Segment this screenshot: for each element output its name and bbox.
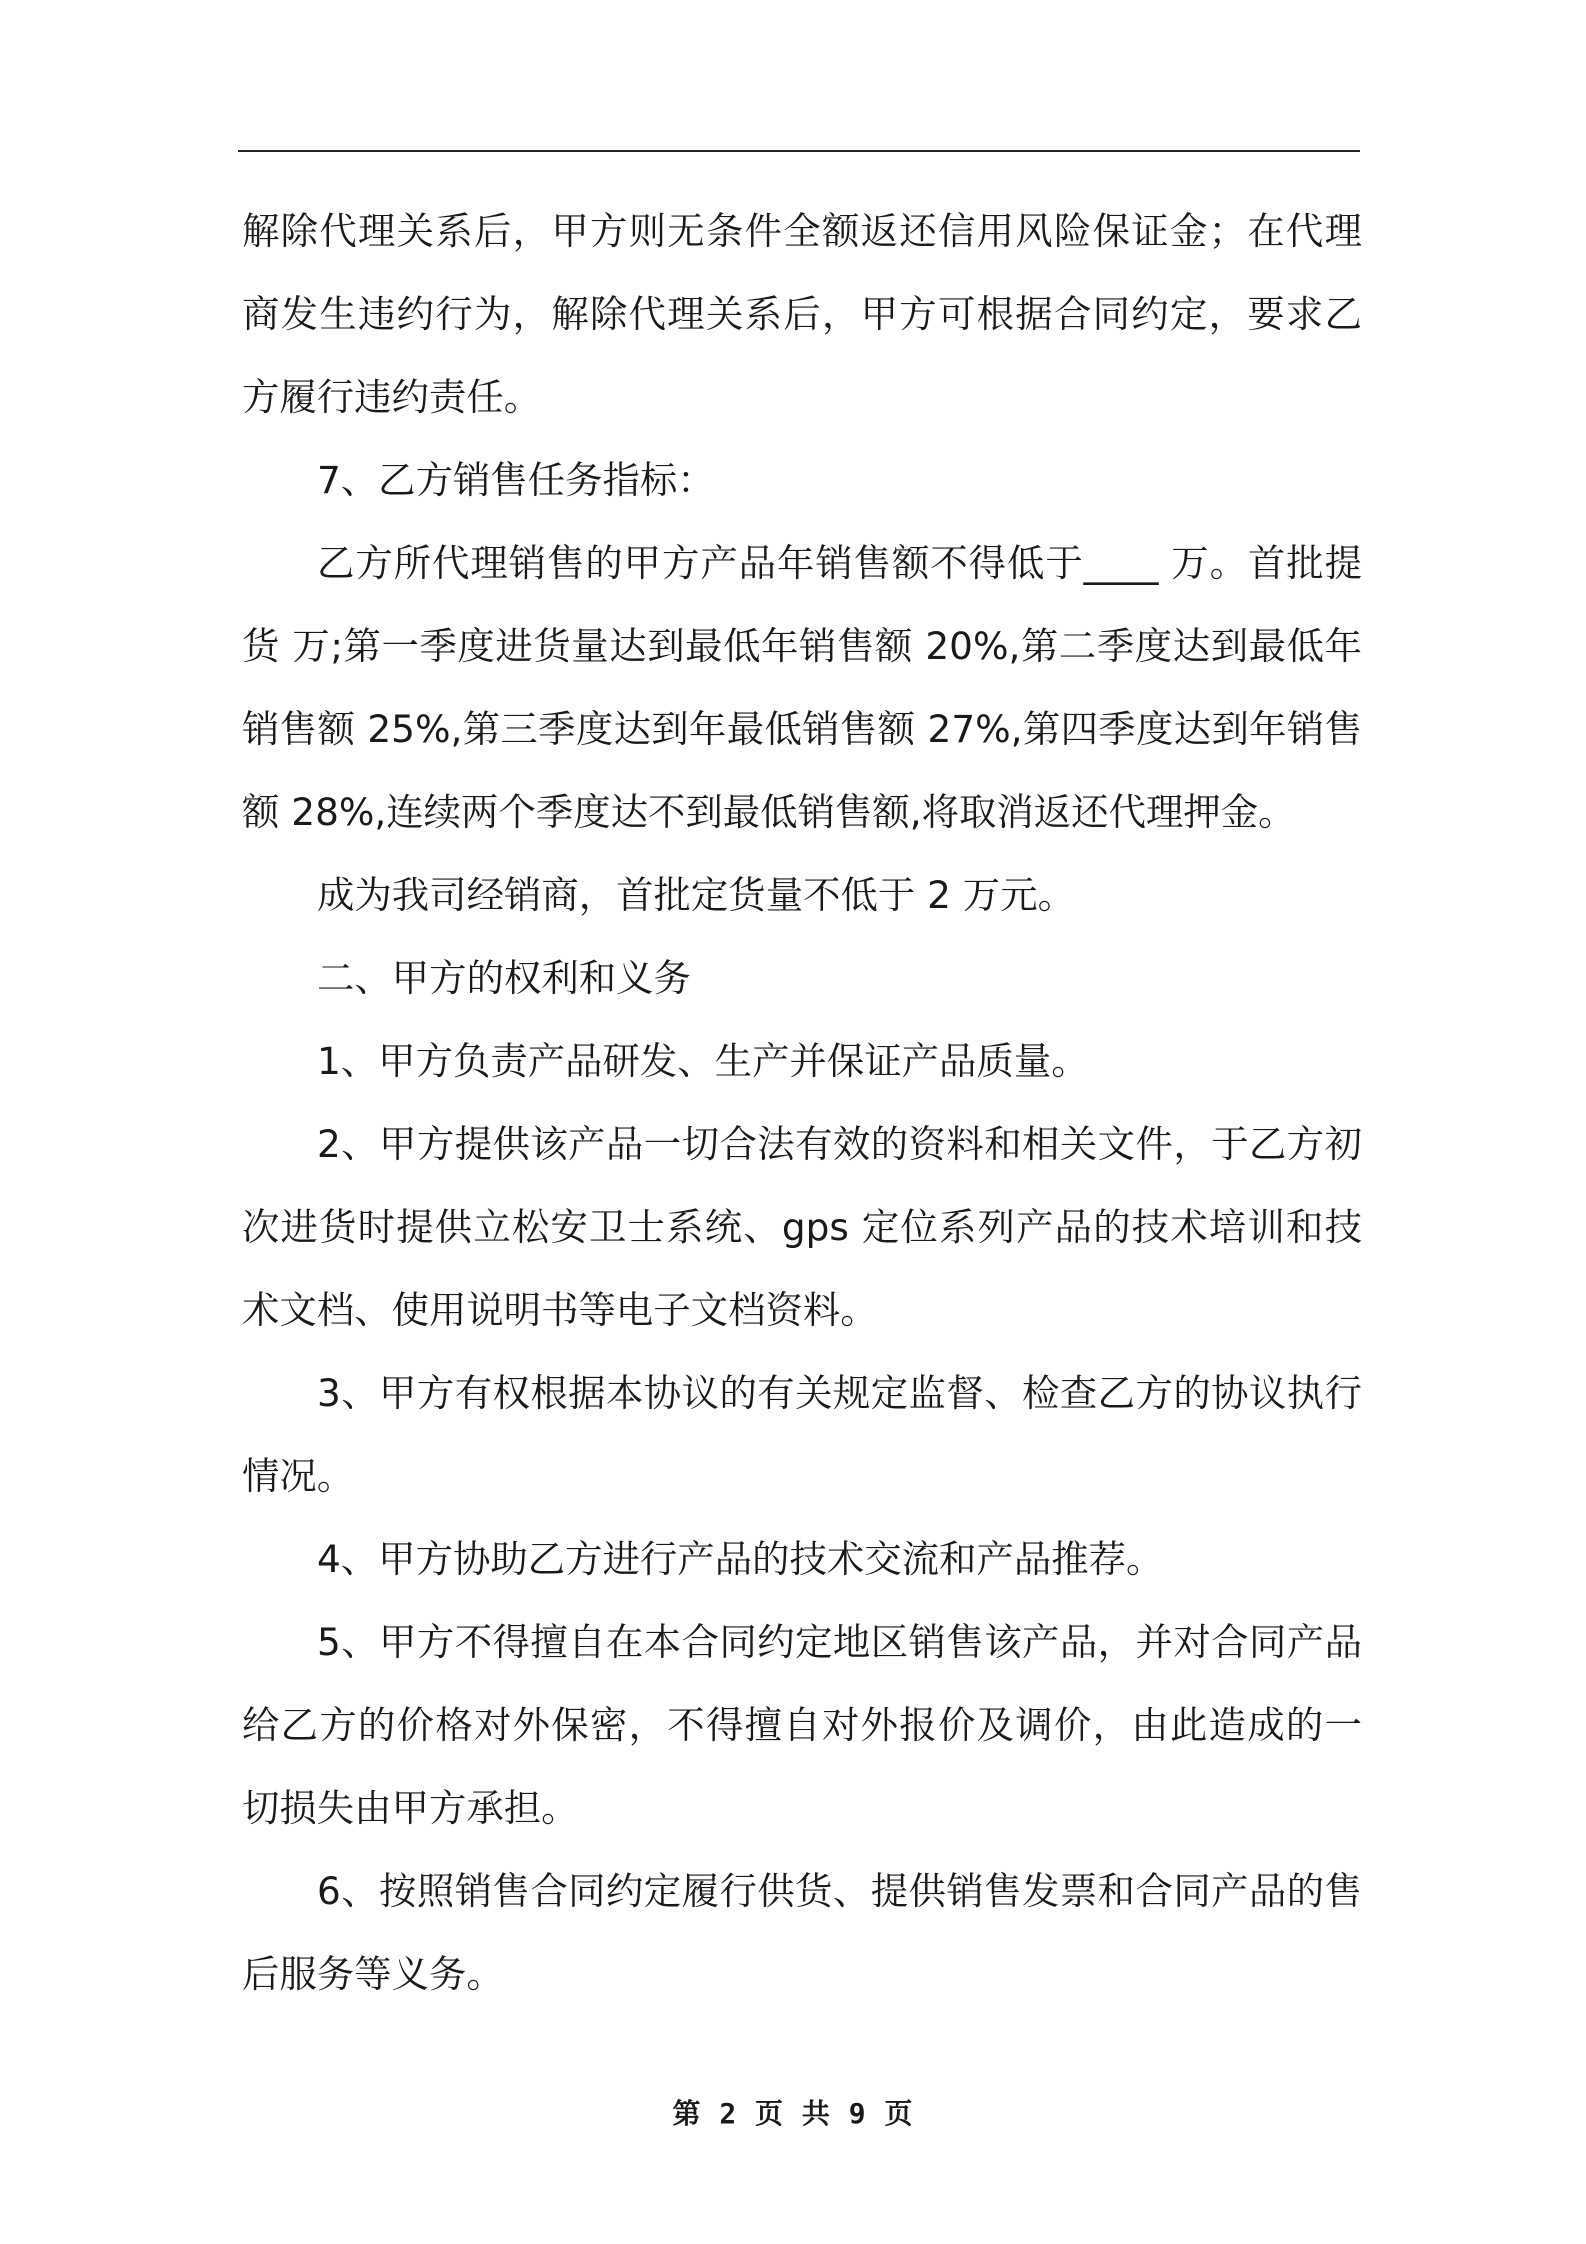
paragraph-first-order: 成为我司经销商，首批定货量不低于 2 万元。 [317,873,1075,917]
page-number-footer: 第 2 页 共 9 页 [672,2097,914,2130]
header-rule [238,150,1360,152]
paragraph-item-7: 7、乙方销售任务指标： [317,458,715,502]
section-heading-party-a-rights: 二、甲方的权利和义务 [317,956,691,1000]
paragraph-continuation: 解除代理关系后，甲方则无条件全额返还信用风险保证金；在代理商发生违约行为，解除代理关系后，甲方可根据合同约定，要求乙方履行违约责任。 [242,209,1362,419]
paragraph-item-3: 3、甲方有权根据本协议的有关规定监督、检查乙方的协议执行情况。 [242,1371,1362,1498]
document-body [242,190,1362,2016]
paragraph-item-2: 2、甲方提供该产品一切合法有效的资料和相关文件，于乙方初次进货时提供立松安卫士系统、gps 定位系列产品的技术培训和技术文档、使用说明书等电子文档资料。 [242,1122,1362,1332]
paragraph-item-6: 6、按照销售合同约定履行供货、提供销售发票和合同产品的售后服务等义务。 [242,1869,1362,1996]
paragraph-sales-target: 乙方所代理销售的甲方产品年销售额不得低于____ 万。首批提货 万;第一季度进货量达到最低年销售额 20%,第二季度达到最低年销售额 25%,第三季度达到年最低销售额 27%,第四季度达到年销售额 28%,连续两个季度达不到最低销售额,将取消返还代理押金。 [242,541,1362,834]
paragraph-item-1: 1、甲方负责产品研发、生产并保证产品质量。 [317,1039,1089,1083]
paragraph-item-4: 4、甲方协助乙方进行产品的技术交流和产品推荐。 [317,1537,1164,1581]
paragraph-item-5: 5、甲方不得擅自在本合同约定地区销售该产品，并对合同产品给乙方的价格对外保密，不得擅自对外报价及调价，由此造成的一切损失由甲方承担。 [242,1620,1362,1830]
